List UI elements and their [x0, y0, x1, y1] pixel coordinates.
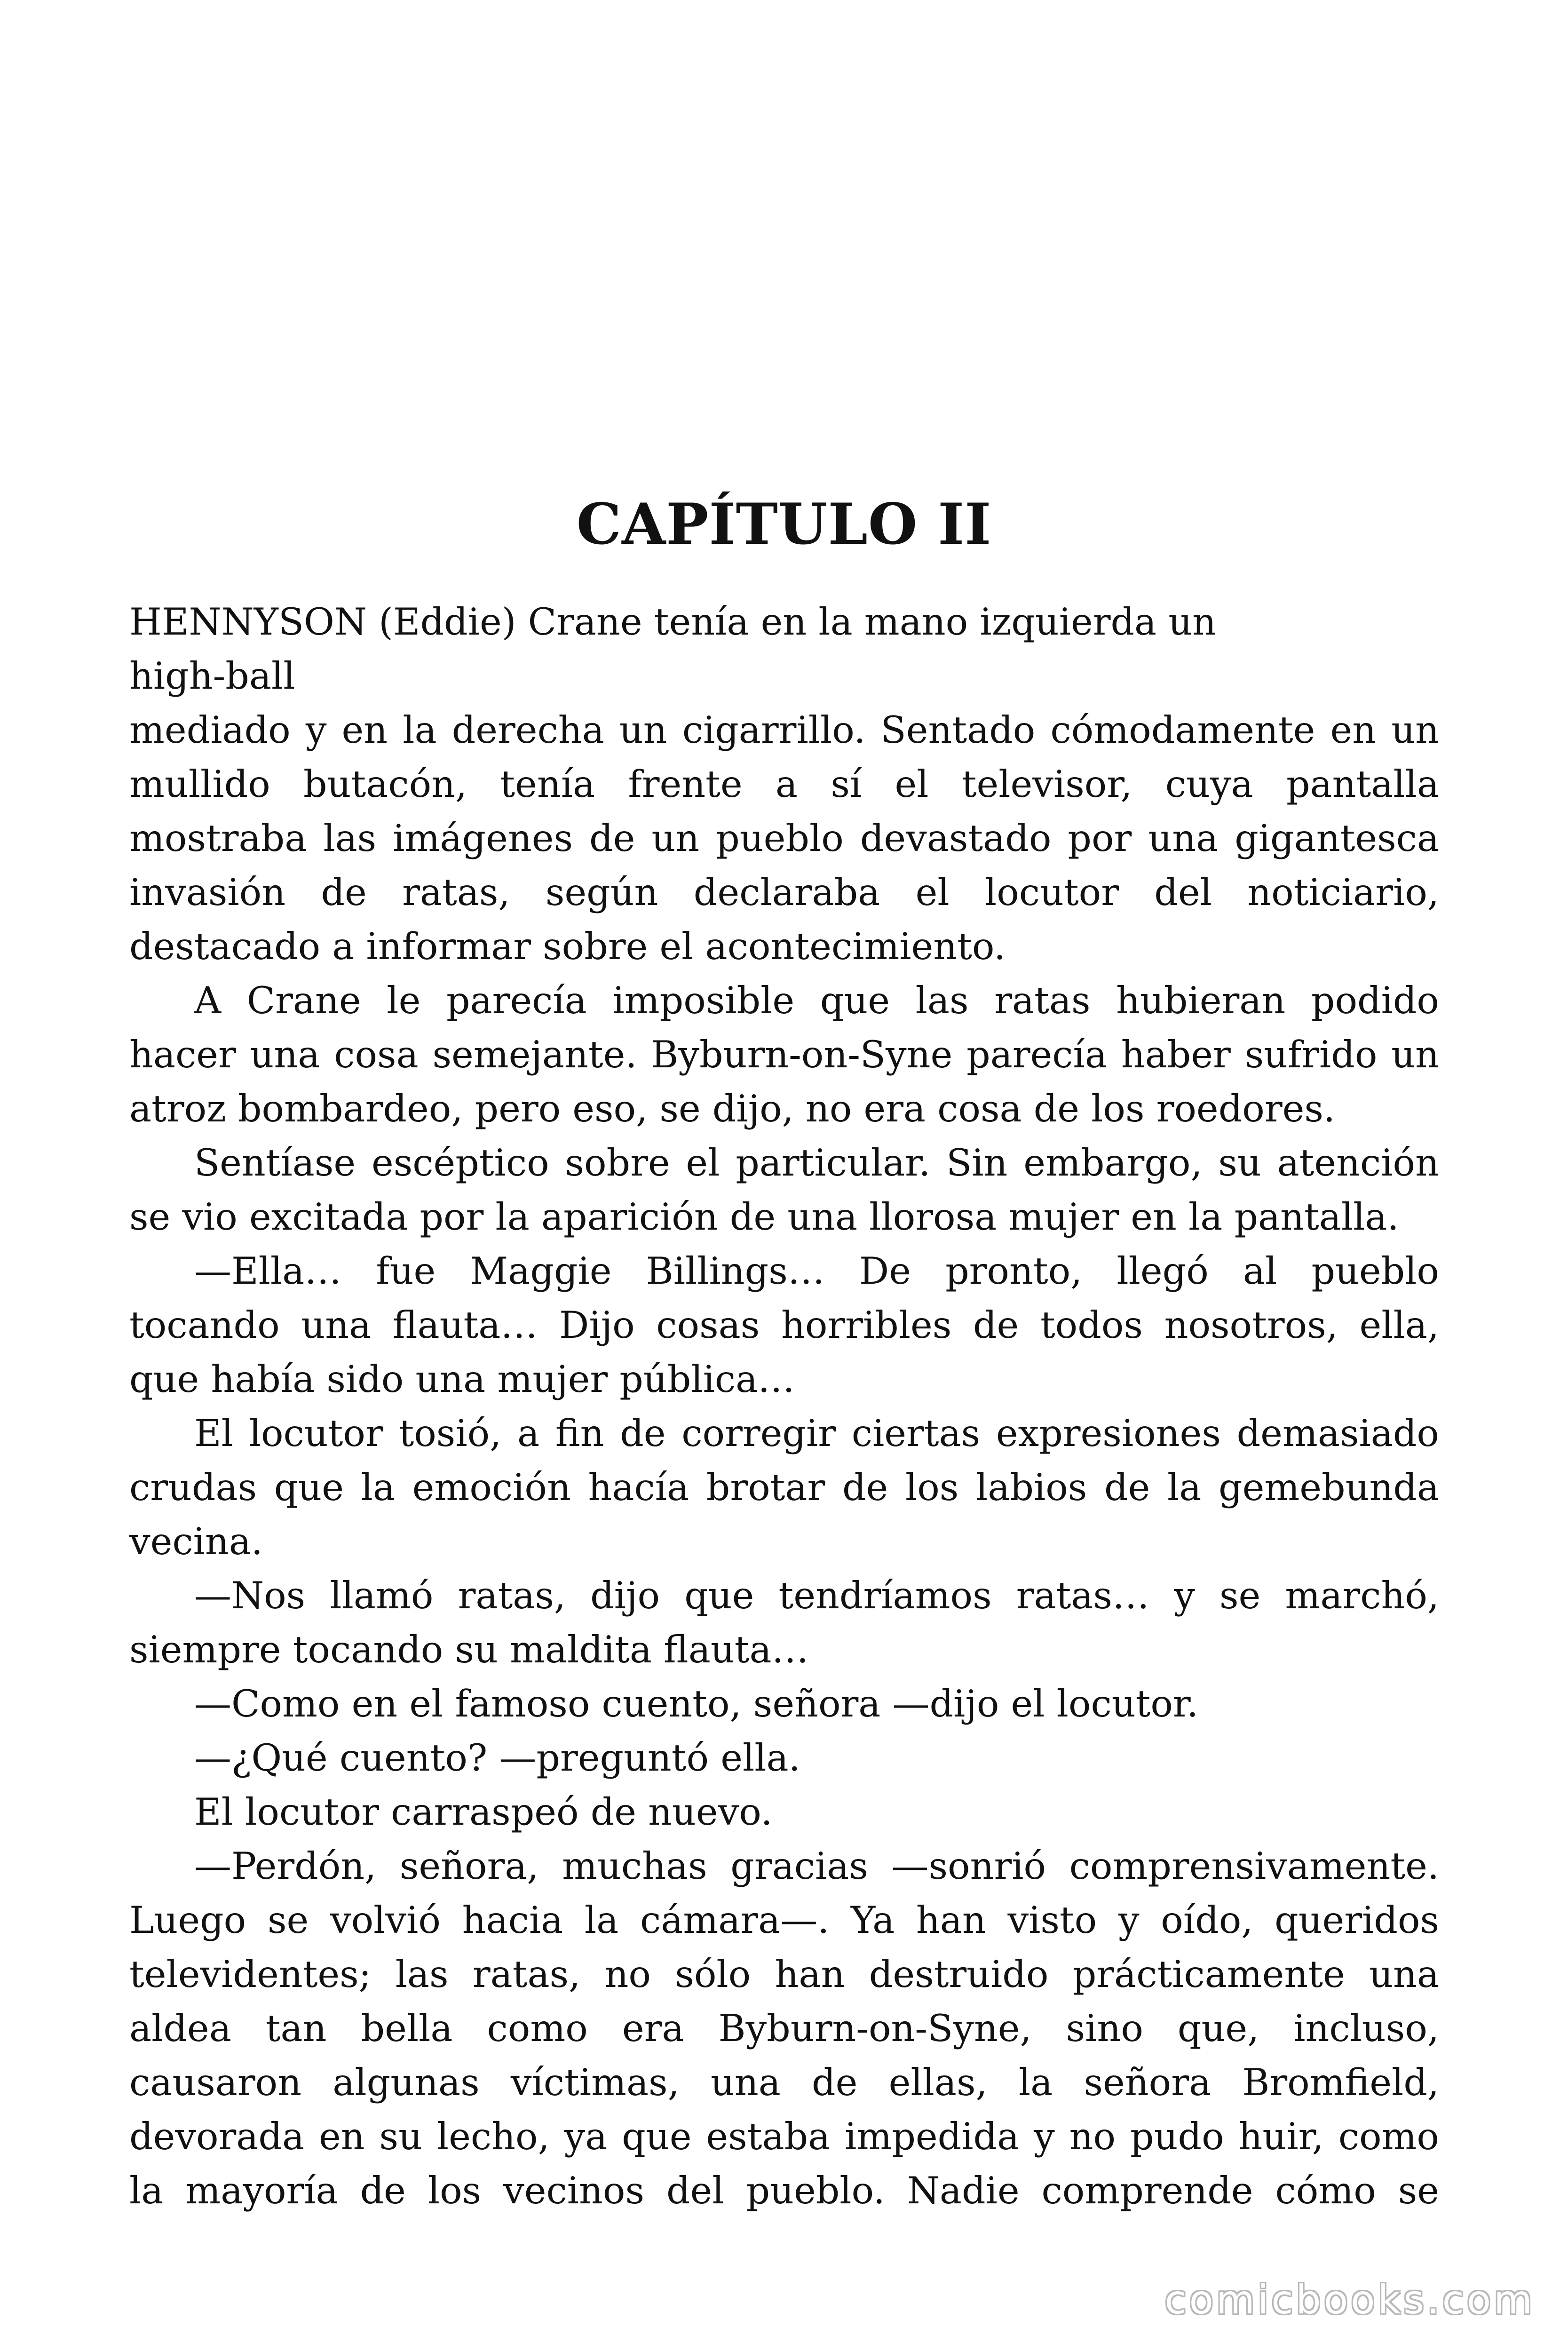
text-line: A Crane le parecía imposible que las ratas hubieran podido: [194, 979, 1439, 1022]
text-line: El locutor carraspeó de nuevo.: [194, 1790, 773, 1834]
text-line: HENNYSON (Eddie) Crane tenía en la mano izquierda un: [129, 600, 1217, 644]
text-line: causaron algunas víctimas, una de ellas, la señora Bromfield,: [129, 2061, 1439, 2104]
text-line: crudas que la emoción hacía brotar de los labios de la gemebunda: [129, 1466, 1439, 1509]
text-line: mostraba las imágenes de un pueblo devastado por una gigantesca: [129, 817, 1439, 860]
text-line: El locutor tosió, a fin de corregir ciertas expresiones demasiado: [194, 1412, 1439, 1455]
text-line: invasión de ratas, según declaraba el locutor del noticiario,: [129, 871, 1439, 914]
text-line: vecina.: [129, 1520, 263, 1563]
text-line: —Nos llamó ratas, dijo que tendríamos ratas… y se marchó,: [194, 1574, 1439, 1617]
text-line: Sentíase escéptico sobre el particular. Sin embargo, su atención: [194, 1141, 1439, 1184]
text-line: destacado a informar sobre el acontecimiento.: [129, 925, 1006, 968]
text-line: que había sido una mujer pública…: [129, 1358, 795, 1401]
text-line: Luego se volvió hacia la cámara—. Ya han visto y oído, queridos: [129, 1899, 1439, 1942]
text-line: —¿Qué cuento? —preguntó ella.: [194, 1736, 800, 1780]
text-line: mullido butacón, tenía frente a sí el televisor, cuya pantalla: [129, 763, 1439, 806]
watermark: comicbooks.com: [1164, 2277, 1535, 2323]
chapter-body: [129, 595, 1439, 2218]
text-line: high-ball: [129, 654, 295, 698]
text-line: tocando una flauta… Dijo cosas horribles de todos nosotros, ella,: [129, 1303, 1439, 1347]
text-line: la mayoría de los vecinos del pueblo. Nadie comprende cómo se: [129, 2169, 1439, 2212]
text-line: atroz bombardeo, pero eso, se dijo, no era cosa de los roedores.: [129, 1087, 1335, 1130]
text-line: —Perdón, señora, muchas gracias —sonrió comprensivamente.: [194, 1844, 1439, 1888]
text-line: —Ella… fue Maggie Billings… De pronto, llegó al pueblo: [194, 1249, 1439, 1293]
text-line: aldea tan bella como era Byburn-on-Syne, sino que, incluso,: [129, 2007, 1439, 2050]
chapter-title: CAPÍTULO II: [576, 491, 992, 558]
text-line: televidentes; las ratas, no sólo han destruido prácticamente una: [129, 1953, 1439, 1996]
text-line: se vio excitada por la aparición de una llorosa mujer en la pantalla.: [129, 1195, 1399, 1239]
text-line: —Como en el famoso cuento, señora —dijo el locutor.: [194, 1682, 1199, 1725]
text-line: siempre tocando su maldita flauta…: [129, 1628, 809, 1671]
text-line: hacer una cosa semejante. Byburn-on-Syne parecía haber sufrido un: [129, 1033, 1439, 1076]
text-line: devorada en su lecho, ya que estaba impedida y no pudo huir, como: [129, 2115, 1439, 2158]
text-line: mediado y en la derecha un cigarrillo. Sentado cómodamente en un: [129, 708, 1439, 752]
